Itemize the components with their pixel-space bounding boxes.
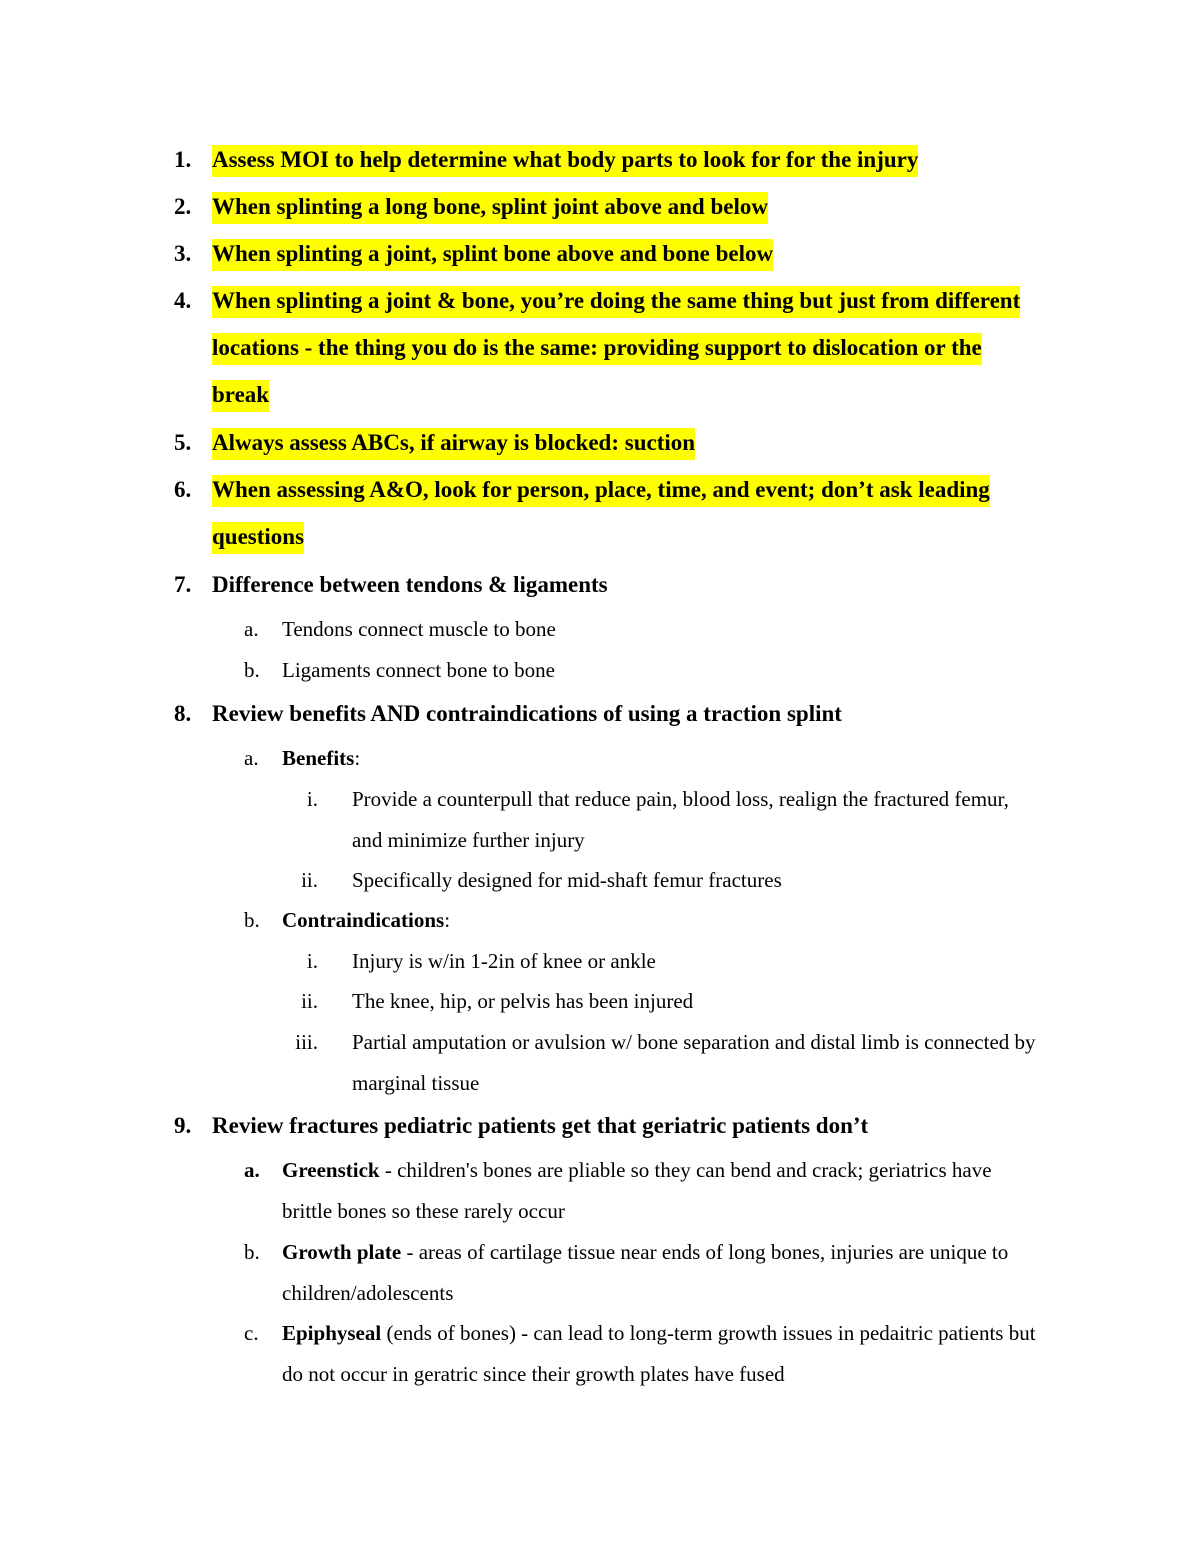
sub-item-contraindications <box>244 900 1044 941</box>
sub-marker: a. <box>244 617 259 641</box>
sub-marker: ii. <box>301 868 318 892</box>
sub-item <box>244 650 1044 691</box>
sub-sub-item <box>280 779 1040 861</box>
sub-label: Benefits <box>282 746 355 770</box>
sub-item <box>244 1232 1044 1314</box>
list-item-6 <box>174 466 1034 560</box>
list-item-3 <box>174 230 1034 277</box>
sub-item <box>244 609 1044 650</box>
item-number: 9. <box>174 1113 192 1138</box>
sub-marker: ii. <box>301 989 318 1013</box>
sub-sub-item <box>280 860 1040 901</box>
list-item-5 <box>174 419 1034 466</box>
sub-text: (ends of bones) - can lead to long-term growth issues in pedaitric patients but do not occur in geratric since their growth plates have fused <box>282 1321 1036 1386</box>
item-heading: Review fractures pediatric patients get that geriatric patients don’t <box>212 1113 869 1138</box>
highlighted-text: When assessing A&O, look for person, place, time, and event; don’t ask leading questions <box>212 475 990 554</box>
item-number: 8. <box>174 701 192 726</box>
highlighted-text: Always assess ABCs, if airway is blocked: suction <box>212 428 695 460</box>
sub-marker: a. <box>244 746 259 770</box>
sub-marker: a. <box>244 1158 260 1182</box>
item-number: 6. <box>174 477 192 502</box>
list-item-9 <box>174 1102 1034 1149</box>
sub-marker: iii. <box>295 1030 318 1054</box>
item-number: 7. <box>174 572 192 597</box>
list-item-7 <box>174 561 1034 608</box>
sub-sub-item <box>280 981 1040 1022</box>
sub-text: - children's bones are pliable so they can bend and crack; geriatrics have brittle bones so these rarely occur <box>282 1158 992 1223</box>
sub-marker: b. <box>244 658 260 682</box>
item-number: 4. <box>174 288 192 313</box>
sub-label-suffix: : <box>354 746 361 770</box>
sub-text: Provide a counterpull that reduce pain, blood loss, realign the fractured femur, and minimize further injury <box>352 787 1009 852</box>
sub-text: Specifically designed for mid-shaft femur fractures <box>352 868 782 892</box>
sub-label: Epiphyseal <box>282 1321 382 1345</box>
item-number: 1. <box>174 147 192 172</box>
sub-label: Growth plate <box>282 1240 402 1264</box>
sub-marker: i. <box>306 949 318 973</box>
sub-marker: i. <box>306 787 318 811</box>
sub-marker: b. <box>244 908 260 932</box>
sub-text: Ligaments connect bone to bone <box>282 658 555 682</box>
sub-item <box>244 1313 1044 1395</box>
sub-text: Injury is w/in 1-2in of knee or ankle <box>352 949 656 973</box>
sub-text: - areas of cartilage tissue near ends of long bones, injuries are unique to children/adolescents <box>282 1240 1009 1305</box>
sub-marker: c. <box>244 1321 259 1345</box>
item-number: 3. <box>174 241 192 266</box>
highlighted-text: Assess MOI to help determine what body parts to look for for the injury <box>212 145 918 177</box>
sub-marker: b. <box>244 1240 260 1264</box>
sub-text: Partial amputation or avulsion w/ bone separation and distal limb is connected by marginal tissue <box>352 1030 1036 1095</box>
highlighted-text: When splinting a long bone, splint joint above and below <box>212 192 768 224</box>
sub-label: Contraindications <box>282 908 445 932</box>
sub-item-benefits <box>244 738 1044 779</box>
sub-sub-item <box>280 941 1040 982</box>
sub-item <box>244 1150 1044 1232</box>
list-item-4 <box>174 277 1034 418</box>
sub-sub-item <box>280 1022 1040 1104</box>
highlighted-text: When splinting a joint, splint bone above and bone below <box>212 239 773 271</box>
sub-label-suffix: : <box>444 908 451 932</box>
sub-label: Greenstick <box>282 1158 380 1182</box>
item-number: 2. <box>174 194 192 219</box>
sub-text: The knee, hip, or pelvis has been injured <box>352 989 694 1013</box>
item-heading: Difference between tendons & ligaments <box>212 572 608 597</box>
list-item-1 <box>174 136 1034 183</box>
list-item-2 <box>174 183 1034 230</box>
item-number: 5. <box>174 430 192 455</box>
sub-text: Tendons connect muscle to bone <box>282 617 556 641</box>
item-heading: Review benefits AND contraindications of using a traction splint <box>212 701 842 726</box>
highlighted-text: When splinting a joint & bone, you’re doing the same thing but just from different locations - the thing you do is the same: providing support to dislocation or the break <box>212 286 1020 412</box>
list-item-8 <box>174 690 1034 737</box>
